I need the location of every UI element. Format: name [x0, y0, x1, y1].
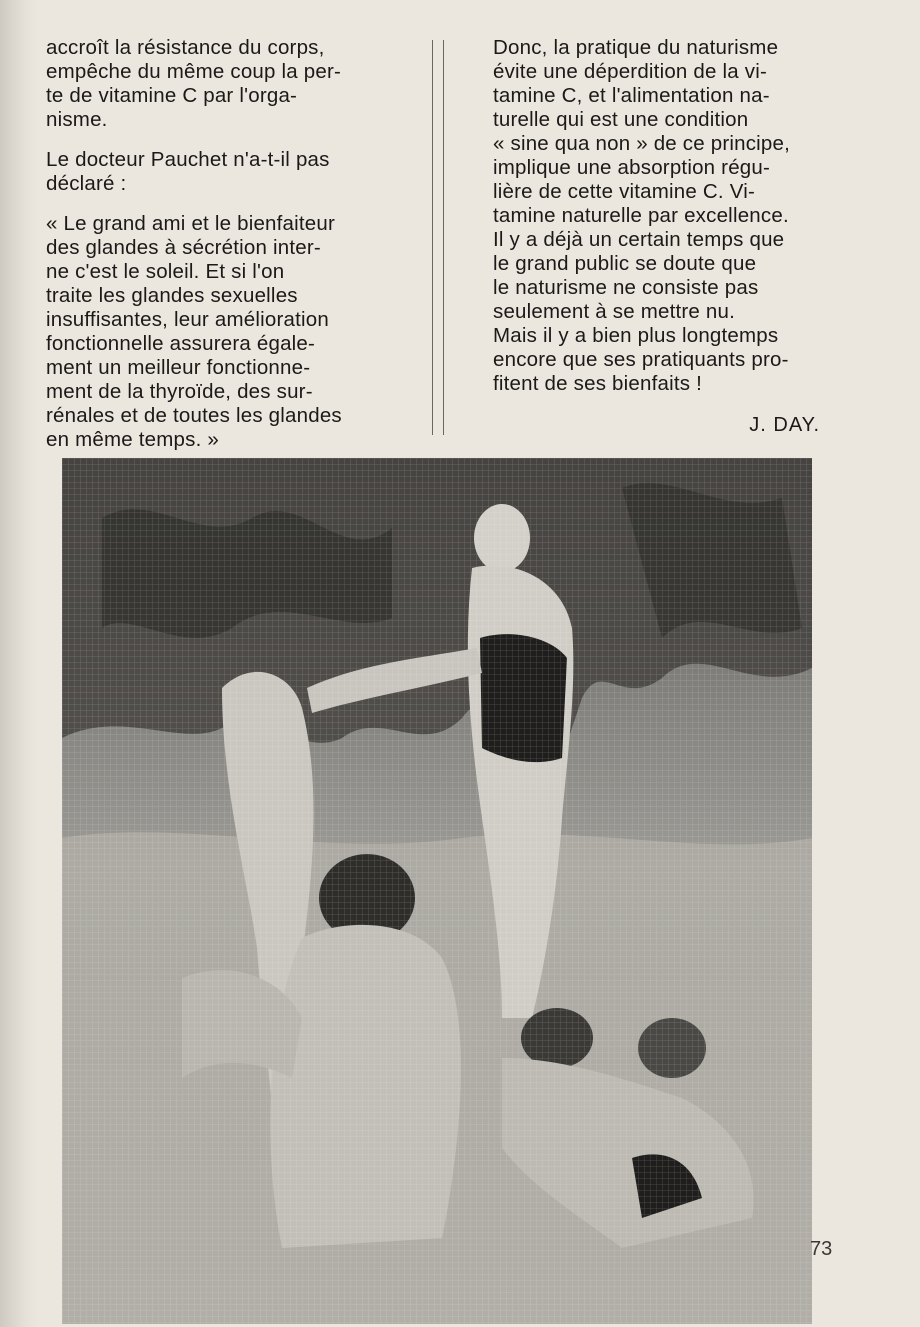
author-signature: J. DAY. — [749, 414, 820, 436]
article-right-column — [493, 36, 841, 396]
paragraph: accroît la résistance du corps, empêche du même coup la per- te de vitamine C par l'orga- nisme. — [46, 36, 342, 131]
article-left-column — [46, 36, 391, 468]
page-number: 73 — [810, 1238, 833, 1260]
photograph — [62, 458, 812, 1324]
paragraph: Donc, la pratique du naturisme évite une déperdition de la vi- tamine C, et l'alimentation na- turelle qui est une condition « sine qua non » de ce principe, implique une absorption régu- lière de cette vitamine C. Vi- tamine naturelle par excellence. Il y a déjà un certain temps que le grand public se doute que le naturisme ne consiste pas seulement à se mettre nu. Mais il y a bien plus longtemps encore que ses pratiquants pro- fitent de ses bienfaits ! — [493, 36, 791, 395]
paragraph: Le docteur Pauchet n'a-t-il pas déclaré : — [46, 148, 330, 195]
column-divider — [432, 40, 444, 435]
quote-paragraph: « Le grand ami et le bienfaiteur des glandes à sécrétion inter- ne c'est le soleil. Et si l'on traite les glandes sexuelles insuffisantes, leur amélioration fonctionnelle assurera égale- ment un meilleur fonctionne- ment de la thyroïde, des sur- rénales et de toutes les glandes en même temps. » — [46, 212, 342, 451]
page-gutter-shadow — [0, 0, 38, 1327]
photograph-icon — [62, 458, 812, 1324]
